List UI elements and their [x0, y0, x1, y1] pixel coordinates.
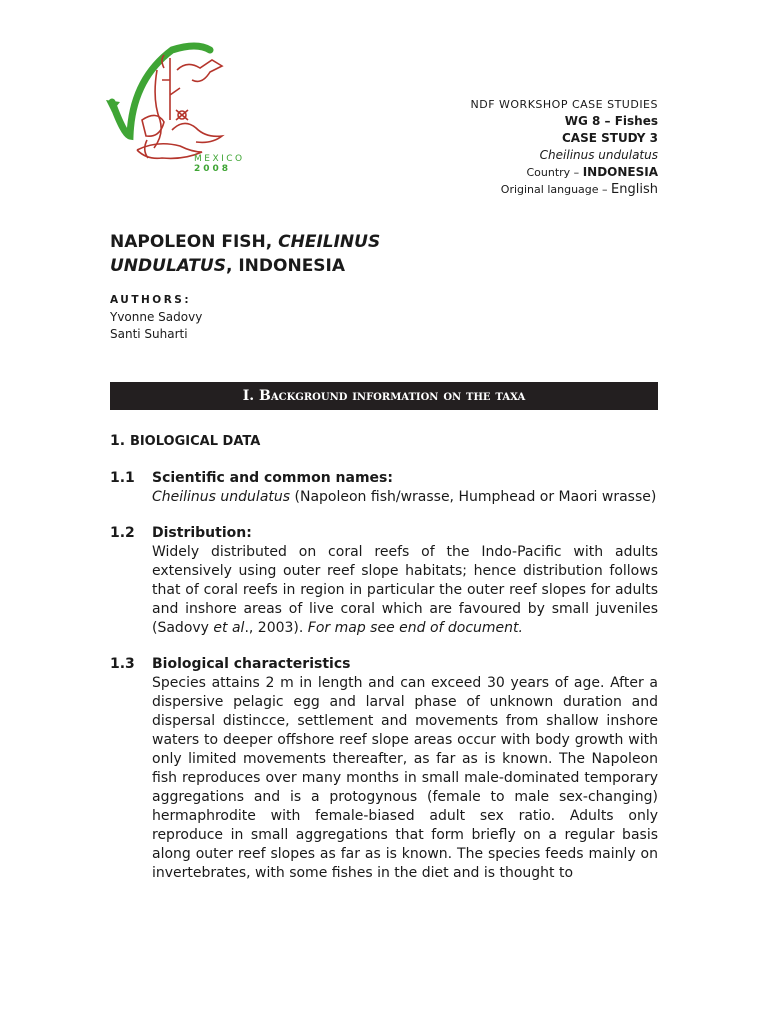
logo-caption [194, 154, 245, 174]
author-name: Santi Suharti [110, 327, 188, 341]
subsection-text: Species attains 2 m in length and can exceed 30 years of age. After a dispersive pelagic egg and larval phase of unknown duration and dispersal distincce, settlement and movements from shallow inshore waters to deeper offshore reef slope areas occur with body growth with only limited movements thereafter, as far as is known. The Napoleon fish reproduces over many months in small male-dominated temporary aggregations and is a protogynous (female to male sex-changing) hermaphrodite with female-biased adult sex ratio. Adults only reproduce in small aggregations that form briefly on a regular basis along outer reef slopes as far as is known. The species feeds mainly on invertebrates, with some fishes in the diet and is thought to [152, 675, 658, 881]
subsection-title: Distribution: [152, 525, 252, 541]
language-line: Original language – English [500, 182, 658, 197]
section-roman: I. B [242, 388, 271, 404]
species-name: Cheilinus undulatus [539, 148, 658, 162]
heading-text: BIOLOGICAL DATA [129, 434, 261, 449]
series-title: NDF WORKSHOP CASE STUDIES [470, 98, 658, 111]
language-value: English [611, 182, 658, 197]
subsection-distribution [110, 524, 658, 638]
working-group: WG 8 – Fishes [564, 114, 658, 128]
subsection-names [110, 469, 658, 507]
subsection-title: Scientific and common names: [152, 470, 393, 486]
country-line: Country – INDONESIA [526, 165, 658, 179]
subsection-text [152, 543, 658, 638]
citation-year: ., 2003). [244, 620, 308, 636]
subsection-title: Biological characteristics [152, 656, 351, 672]
authors-label: AUTHORS: [110, 294, 192, 306]
case-number: CASE STUDY 3 [562, 131, 658, 145]
country-label: Country [526, 166, 571, 179]
subsection-number: 1.3 [110, 656, 135, 672]
biological-data-heading [110, 432, 658, 451]
section-heading-bar [110, 382, 658, 410]
et-al: et al [213, 620, 245, 636]
language-label: Original language [500, 183, 599, 196]
section-title: ackground information on the taxa [270, 388, 526, 404]
subsection-text [152, 488, 658, 507]
authors-block [110, 292, 202, 343]
case-study-header [471, 96, 659, 198]
logo-mexico: MEXICO [194, 154, 245, 164]
common-names: (Napoleon fish/wrasse, Humphead or Maori wrasse) [290, 489, 657, 505]
title-species: CHEILINUS UNDULATUS [110, 232, 381, 276]
subsection-number: 1.1 [110, 470, 135, 486]
title-part1: NAPOLEON FISH, [110, 232, 279, 252]
distribution-text: Widely distributed on coral reefs of the Indo-Pacific with adults extensively using outer reef slope habitats; hence distribution follows that of coral reefs in region in particular the outer reef slopes for adults and inshore areas of live coral which are favoured by small juveniles (Sadovy [152, 544, 658, 636]
subsection-biology [110, 655, 658, 883]
species-italic: Cheilinus undulatus [152, 489, 291, 505]
subsection-number: 1.2 [110, 525, 135, 541]
heading-number: 1. [110, 433, 126, 449]
author-name: Yvonne Sadovy [110, 310, 203, 324]
title-country: , INDONESIA [225, 256, 346, 276]
country-value: INDONESIA [582, 165, 658, 179]
logo-year: 2008 [194, 164, 232, 174]
main-content [110, 432, 658, 900]
document-title [110, 230, 430, 278]
map-note: For map see end of document. [307, 620, 523, 636]
